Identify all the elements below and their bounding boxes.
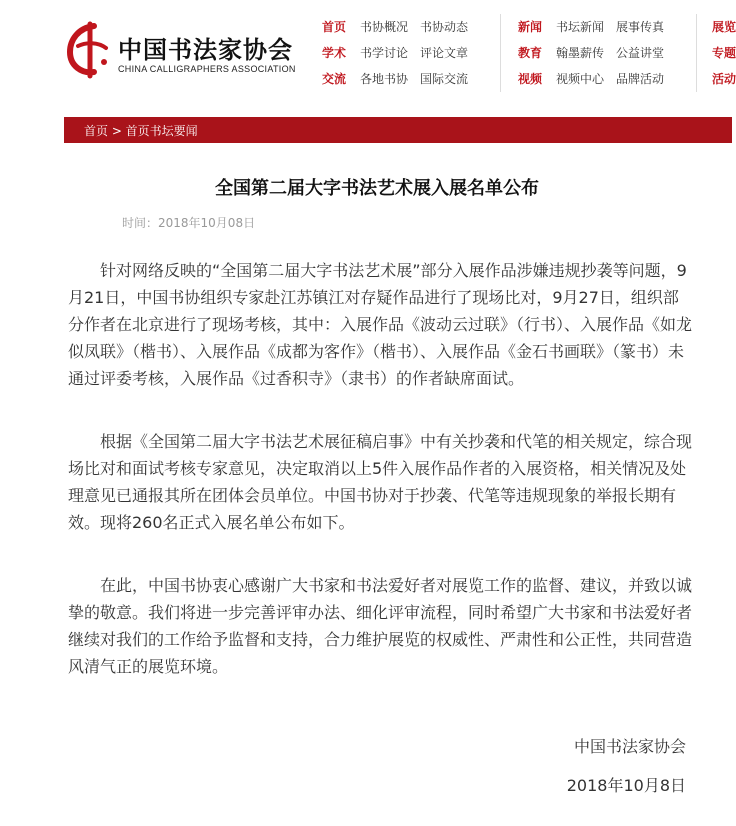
nav-brand-activities[interactable]: 品牌活动 [616, 72, 665, 86]
nav-exhibition[interactable]: 展览 [712, 20, 736, 34]
nav-home[interactable]: 首页 [322, 20, 347, 34]
nav-topics[interactable]: 专题 [712, 46, 736, 60]
nav-exchange[interactable]: 交流 [322, 72, 347, 86]
breadcrumb[interactable]: 首页 > 首页书坛要闻 [84, 124, 198, 138]
nav-association-news[interactable]: 书协动态 [420, 20, 469, 34]
nav-video-center[interactable]: 视频中心 [556, 72, 605, 86]
article-date: 2018年10月8日 [566, 776, 686, 795]
nav-activities[interactable]: 活动 [712, 72, 736, 86]
article-time: 时间：2018年10月08日 [122, 216, 256, 230]
nav-calligraphy-news[interactable]: 书坛新闻 [556, 20, 605, 34]
article-signature: 中国书法家协会 [573, 737, 686, 756]
breadcrumb-bar [64, 117, 732, 143]
china-calligraphers-logo-icon [64, 22, 112, 78]
nav-education[interactable]: 教育 [518, 46, 543, 60]
nav-international[interactable]: 国际交流 [420, 72, 469, 86]
site-logo[interactable] [64, 22, 304, 82]
article-paragraph: 根据《全国第二届大字书法艺术展征稿启事》中有关抄袭和代笔的相关规定，综合现场比对和面试考核专家意见，决定取消以上5件入展作品作者的入展资格，相关情况及处理意见已通报其所在团体会员单位。中国书协对于抄袭、代笔等违规现象的举报长期有效。现将260名正式入展名单公布如下。 [68, 432, 693, 532]
nav-discussion[interactable]: 书学讨论 [360, 46, 409, 60]
logo-chinese-text: 中国书法家协会 [118, 35, 293, 64]
nav-exhibition-report[interactable]: 展事传真 [616, 20, 665, 34]
nav-news[interactable]: 新闻 [518, 20, 543, 34]
nav-academic[interactable]: 学术 [322, 46, 347, 60]
nav-heritage[interactable]: 翰墨薪传 [556, 46, 605, 60]
article-paragraph: 针对网络反映的“全国第二届大字书法艺术展”部分入展作品涉嫌违规抄袭等问题，9月21日，中国书协组织专家赴江苏镇江对存疑作品进行了现场比对，9月27日，组织部分作者在北京进行了现场考核，其中：入展作品《波动云过联》（行书）、入展作品《如龙似凤联》（楷书）、入展作品《成都为客作》（楷书）、入展作品《金石书画联》（篆书）未通过评委考核，入展作品《过香积寺》（隶书）的作者缺席面试。 [68, 261, 693, 388]
nav-video[interactable]: 视频 [518, 72, 543, 86]
logo-english-text: CHINA CALLIGRAPHERS ASSOCIATION [118, 64, 296, 74]
nav-divider [500, 14, 501, 92]
article-title: 全国第二届大字书法艺术展入展名单公布 [215, 178, 539, 199]
nav-public-lectures[interactable]: 公益讲堂 [616, 46, 665, 60]
article-paragraph: 在此，中国书协衷心感谢广大书家和书法爱好者对展览工作的监督、建议，并致以诚挚的敬意。我们将进一步完善评审办法、细化评审流程，同时希望广大书家和书法爱好者继续对我们的工作给予监督和支持，合力维护展览的权威性、严肃性和公正性，共同营造风清气正的展览环境。 [68, 576, 693, 676]
nav-divider [696, 14, 697, 92]
nav-local-associations[interactable]: 各地书协 [360, 72, 409, 86]
nav-association-info[interactable]: 书协概况 [360, 20, 409, 34]
nav-review-articles[interactable]: 评论文章 [420, 46, 469, 60]
site-header [0, 0, 736, 104]
